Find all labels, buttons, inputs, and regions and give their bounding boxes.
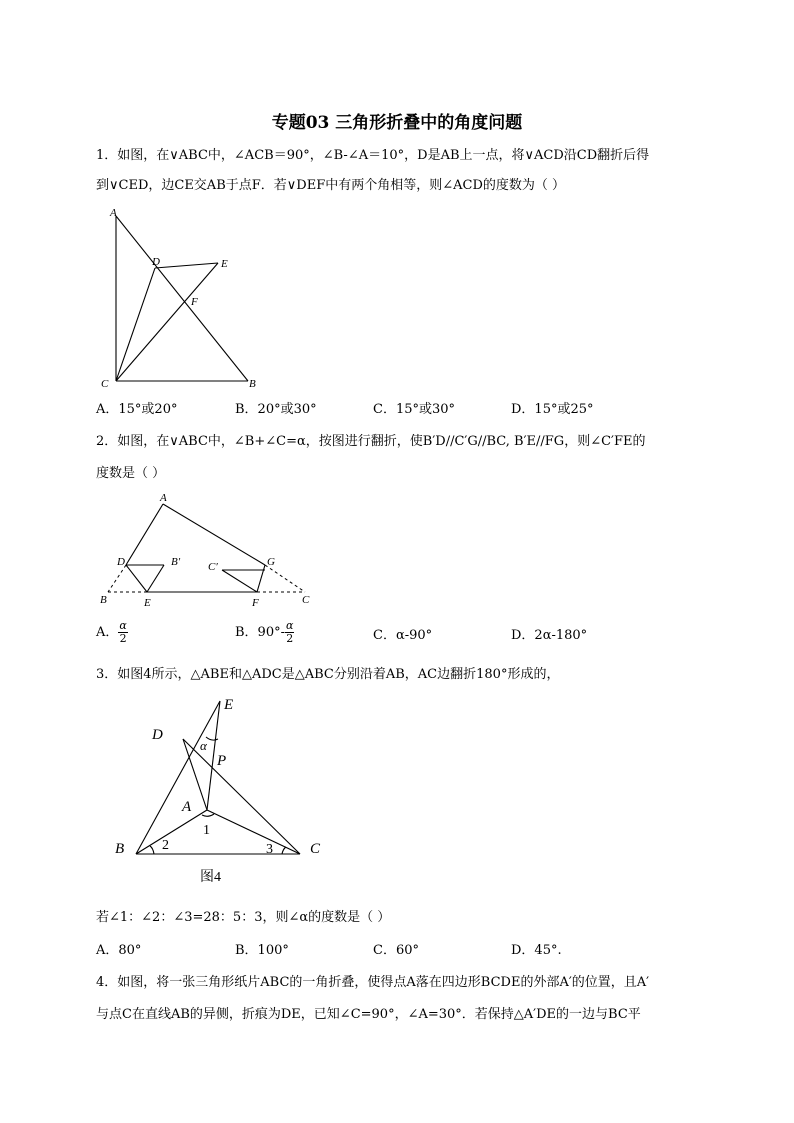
q1-option-c[interactable]: C．15°或30°: [373, 402, 456, 417]
q2-label-d: D: [117, 556, 125, 568]
q2-option-a-den: 2: [119, 632, 127, 645]
q2-option-b-num: α: [286, 619, 294, 632]
q3-label-angle1: 1: [203, 823, 210, 838]
q1-label-e: E: [221, 258, 228, 270]
q2-label-e: E: [144, 597, 151, 609]
q2-label-g: G: [267, 556, 275, 568]
q2-option-d[interactable]: D．2α-180°: [511, 628, 588, 643]
q3-label-a: A: [182, 799, 192, 815]
q2-option-b-den: 2: [286, 632, 294, 645]
q4-line2: 与点C在直线AB的异侧，折痕为DE，已知∠C=90°，∠A=30°．若保持△A′DE的一边与BC平: [96, 1007, 641, 1022]
q3-label-p: P: [217, 753, 227, 769]
q1-label-d: D: [152, 256, 160, 268]
q3-label-d: D: [152, 727, 163, 743]
q2-option-b-prefix: B．90°-: [235, 625, 285, 640]
q2-option-b-fraction: [285, 620, 294, 645]
q1-option-d[interactable]: D．15°或25°: [511, 402, 594, 417]
q2-figure: [95, 490, 325, 615]
q3-label-c: C: [310, 841, 321, 857]
q1-option-a[interactable]: A．15°或20°: [96, 402, 178, 417]
q2-label-c-prime: C′: [208, 561, 218, 573]
q1-label-b: B: [249, 378, 256, 390]
q3-option-b[interactable]: B．100°: [235, 943, 289, 958]
q3-line1: 3．如图4所示，△ABE和△ADC是△ABC分别沿着AB，AC边翻折180°形成的，: [96, 667, 560, 682]
q2-line1: 2．如图，在∨ABC中，∠B+∠C=α，按图进行翻折，使B′D//C′G//BC, B′E//FG，则∠C′FE的: [96, 434, 646, 449]
q3-caption: 图4: [200, 870, 221, 885]
q2-option-a-prefix: A．: [96, 625, 119, 640]
q3-figure: [110, 690, 340, 890]
q2-label-f: F: [252, 597, 259, 609]
q2-option-a-num: α: [119, 619, 127, 632]
q1-option-b[interactable]: B．20°或30°: [235, 402, 317, 417]
q3-label-b: B: [115, 841, 125, 857]
page-title: 专题03 三角形折叠中的角度问题: [271, 113, 523, 133]
q2-label-c: C: [302, 594, 310, 606]
q3-option-d[interactable]: D．45°.: [511, 943, 562, 958]
q3-option-a[interactable]: A．80°: [96, 943, 142, 958]
q3-line2: 若∠1：∠2：∠3=28：5：3，则∠α的度数是（ ）: [96, 910, 391, 925]
q2-line2: 度数是（ ）: [96, 466, 166, 481]
q3-label-alpha: α: [200, 738, 207, 753]
q1-line2: 到∨CED，边CE交AB于点F．若∨DEF中有两个角相等，则∠ACD的度数为（ ）: [96, 178, 566, 193]
q1-label-c: C: [101, 378, 109, 390]
q2-label-b-prime: B′: [171, 556, 181, 568]
q1-label-a: A: [110, 207, 117, 219]
q3-option-c[interactable]: C．60°: [373, 943, 419, 958]
q3-label-e: E: [224, 697, 234, 713]
q1-figure: [100, 200, 270, 395]
q2-option-c[interactable]: C．α-90°: [373, 628, 433, 643]
q2-option-a[interactable]: [96, 620, 128, 645]
q3-label-angle3: 3: [266, 842, 273, 857]
q2-label-a: A: [160, 492, 167, 504]
q2-label-b: B: [100, 594, 107, 606]
q3-label-angle2: 2: [162, 838, 169, 853]
q1-label-f: F: [191, 296, 198, 308]
q4-line1: 4．如图，将一张三角形纸片ABC的一角折叠，使得点A落在四边形BCDE的外部A′的位置，且A′: [96, 975, 650, 990]
q2-option-b[interactable]: [235, 620, 294, 645]
q2-option-a-fraction: [118, 620, 127, 645]
q1-line1: 1．如图，在∨ABC中，∠ACB＝90°，∠B-∠A＝10°，D是AB上一点，将∨ACD沿CD翻折后得: [96, 148, 650, 163]
